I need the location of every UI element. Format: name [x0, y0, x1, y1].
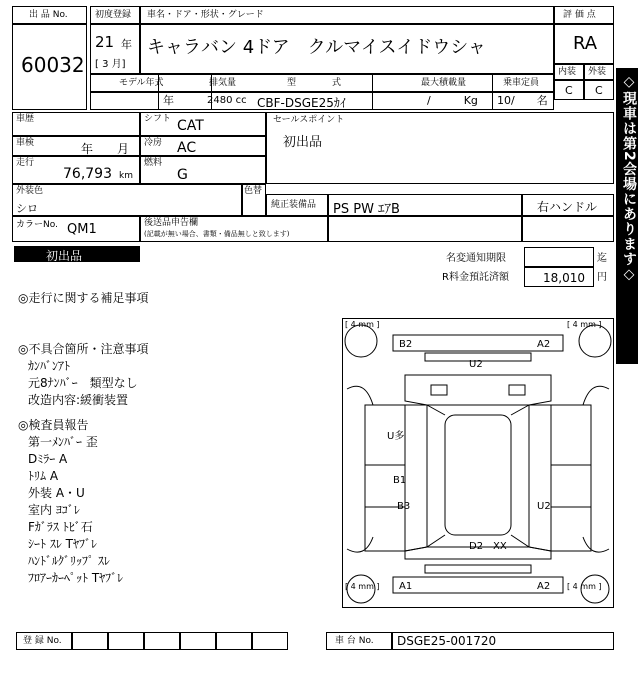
capacity-label: 乗車定員 — [503, 78, 540, 88]
model-type: CBF-DSGE25ｶｲ — [257, 96, 346, 110]
displacement: 2480 cc — [207, 95, 247, 106]
grade-label-cell — [554, 6, 614, 24]
remarks-defect-line: 改造内容:緩衝装置 — [28, 393, 129, 407]
exterior-score-cell — [584, 80, 614, 100]
grade-label: 評 価 点 — [563, 10, 596, 20]
color-change-label: 色替 — [244, 186, 263, 196]
history-cell — [12, 112, 140, 136]
left-mirror — [431, 385, 447, 395]
right-mid-panel — [551, 465, 591, 507]
mark-a2-bottom: A2 — [537, 581, 551, 592]
reg-no-box-4 — [180, 632, 216, 650]
mark-a1-bottom: A1 — [399, 581, 413, 592]
remarks-inspector-line: Dﾐﾗｰ A — [28, 452, 68, 466]
car-name: キャラバン 4ドア クルマイスイドウシャ — [147, 37, 486, 58]
sales-point-label: セールスポイント — [273, 115, 345, 125]
lot-label: 出 品 No. — [29, 10, 68, 20]
reg-no-box-1 — [72, 632, 108, 650]
aftermarket-blank-1 — [328, 216, 522, 242]
color-no-label: カラーNo. — [16, 220, 58, 230]
car-name-label: 車名・ドア・形状・グレード — [147, 10, 264, 20]
reg-no-label-cell — [16, 632, 72, 650]
mark-u-multi: U多 — [387, 431, 405, 442]
roof-panel — [445, 415, 511, 535]
chassis-value-cell — [392, 632, 614, 650]
mileage-unit: km — [119, 171, 133, 181]
tire-tr: [ 4 mm ] — [567, 320, 602, 329]
car-diagram-frame — [342, 318, 614, 608]
grade-score: RA — [573, 33, 598, 54]
shift-value: CAT — [177, 118, 204, 134]
remarks-inspector-line: ﾊﾝﾄﾞﾙｸﾞﾘｯﾌﾟ ｽﾚ — [28, 554, 110, 568]
pillar-lines — [427, 405, 529, 547]
remarks-driving-title: ◎走行に関する補足事項 — [18, 291, 149, 305]
remarks-inspector-line: 第一ﾒﾝﾊﾞｰ 歪 — [28, 435, 98, 449]
interior-label-cell — [554, 64, 584, 80]
equipment-value-cell — [328, 194, 522, 216]
first-listing-badge — [14, 246, 140, 262]
exterior-color-label: 外装色 — [16, 186, 44, 196]
chassis-no: DSGE25-001720 — [397, 634, 497, 648]
sales-point-cell — [266, 112, 614, 184]
right-side-front — [529, 405, 551, 551]
reg-no-box-5 — [216, 632, 252, 650]
inspection-cell — [12, 136, 140, 156]
right-rear-panel — [551, 507, 591, 551]
recycle-fee: 18,010 — [543, 271, 585, 285]
shift-cell — [140, 112, 266, 136]
fuel-label: 燃料 — [144, 158, 163, 168]
aftermarket-cell — [140, 216, 328, 242]
color-change-cell — [242, 184, 266, 216]
remarks-defect-line: ｶﾝﾊﾞﾝｱﾄ — [28, 359, 71, 373]
remarks-inspector-line: ﾌﾛｱｰｶｰﾍﾟｯﾄ Tﾔﾌﾞﾚ — [28, 571, 124, 585]
ac-label: 冷房 — [144, 138, 163, 148]
reg-no-label: 登 録 No. — [23, 636, 62, 646]
aftermarket-label: 後送品申告欄 — [144, 218, 199, 228]
year-unit: 年 — [121, 38, 132, 51]
tire-bl: [ 4 mm ] — [345, 582, 380, 591]
remarks-inspector-line: Fｶﾞﾗｽ ﾄﾋﾞ石 — [28, 520, 93, 534]
remarks-defect-title: ◎不具合箇所・注意事項 — [18, 342, 149, 356]
mileage-cell — [12, 156, 140, 184]
max-load: / Kg — [427, 94, 478, 107]
reg-no-box-2 — [108, 632, 144, 650]
lot-no: 60032 — [21, 53, 85, 77]
exterior-label: 外装 — [588, 67, 607, 77]
name-change-box — [524, 247, 594, 267]
tire-br: [ 4 mm ] — [567, 582, 602, 591]
equipment-label: 純正装備品 — [271, 200, 317, 210]
ac-cell — [140, 136, 266, 156]
lot-label-cell — [12, 6, 87, 24]
reg-no-box-6 — [252, 632, 288, 650]
mark-b1: B1 — [393, 475, 407, 486]
grade-cell — [554, 24, 614, 64]
model-value-row — [90, 92, 554, 110]
remarks-defect-line: 元8ﾅﾝﾊﾞｰ 類型なし — [28, 376, 138, 390]
interior-score-cell — [554, 80, 584, 100]
first-reg-cell — [90, 24, 140, 74]
recycle-unit: 円 — [597, 272, 607, 283]
left-side-front — [405, 405, 427, 551]
capacity: 10/ 名 — [497, 94, 548, 107]
type-label: 型 式 — [287, 78, 342, 88]
remarks-inspector-line: ﾄﾘﾑ A — [28, 469, 59, 483]
mark-b2-top: B2 — [399, 339, 413, 350]
first-reg-label-cell — [90, 6, 140, 24]
remarks-inspector-line: 室内 ﾖｺﾞﾚ — [28, 503, 80, 517]
reg-no-box-3 — [144, 632, 180, 650]
front-panel-outline — [405, 375, 551, 405]
shift-label: シフト — [144, 114, 172, 124]
first-listing-text: 初出品 — [46, 249, 83, 263]
recycle-box — [524, 267, 594, 287]
mileage-value: 76,793 — [63, 166, 112, 182]
right-mirror — [509, 385, 525, 395]
inspection-label: 車検 — [16, 138, 35, 148]
model-header-row — [90, 74, 554, 92]
name-change-unit: 迄 — [597, 253, 607, 264]
tire-tl: [ 4 mm ] — [345, 320, 380, 329]
exterior-color-value: シロ — [16, 202, 38, 215]
steering-value: 右ハンドル — [537, 200, 598, 214]
equipment-value: PS PW ｴｱB — [333, 202, 400, 217]
exterior-score: C — [595, 84, 603, 97]
mark-b3: B3 — [397, 501, 411, 512]
venue-notice-bar — [616, 68, 638, 364]
lot-no-cell — [12, 24, 87, 110]
inspection-value: 年 月 — [81, 142, 130, 156]
steering-cell — [522, 194, 614, 216]
fuel-value: G — [177, 167, 188, 183]
venue-notice-text: ◇現車は第2会場にあります◇ — [621, 74, 637, 284]
remarks-inspector-title: ◎検査員報告 — [18, 418, 89, 432]
first-reg-month: [ 3 月] — [95, 59, 126, 70]
first-reg-label: 初度登録 — [95, 10, 132, 20]
recycle-label: R料金預託済額 — [442, 272, 509, 283]
ac-value: AC — [177, 140, 197, 156]
model-year-label: モデル年式 — [119, 78, 164, 88]
displacement-label: 排気量 — [209, 78, 237, 88]
mark-a2-top: A2 — [537, 339, 551, 350]
fuel-cell — [140, 156, 266, 184]
car-name-label-cell — [140, 6, 554, 24]
aftermarket-note: (記載が無い場合、書類・備品無しと致します) — [144, 230, 290, 238]
equipment-label-cell — [266, 194, 328, 216]
remarks-inspector-line: 外装 A・U — [28, 486, 85, 500]
color-no-value: QM1 — [67, 222, 97, 237]
interior-score: C — [565, 84, 573, 97]
color-no-cell — [12, 216, 140, 242]
chassis-label: 車 台 No. — [335, 636, 374, 646]
car-name-cell — [140, 24, 554, 74]
front-wheel-arches — [347, 386, 609, 405]
mark-d2-xx: D2 XX — [469, 541, 507, 552]
interior-label: 内装 — [558, 67, 577, 77]
mark-u2-roof: U2 — [469, 359, 483, 370]
chassis-label-cell — [326, 632, 392, 650]
mileage-label: 走行 — [16, 158, 35, 168]
exterior-color-cell — [12, 184, 242, 216]
first-reg-year: 21 — [95, 33, 115, 51]
left-rear-panel — [365, 507, 405, 551]
max-load-label: 最大積載量 — [421, 78, 467, 88]
sales-point-value: 初出品 — [283, 135, 323, 150]
remarks-section — [18, 290, 318, 587]
model-year: 年 — [163, 94, 174, 107]
remarks-inspector-line: ｼｰﾄ ｽﾚ Tﾔﾌﾞﾚ — [28, 537, 97, 551]
rear-plate — [425, 565, 531, 573]
name-change-label: 名変通知期限 — [446, 253, 506, 264]
mark-u2-right: U2 — [537, 501, 551, 512]
aftermarket-blank-2 — [522, 216, 614, 242]
right-front-door — [551, 405, 591, 465]
history-label: 車歴 — [16, 114, 35, 124]
exterior-label-cell — [584, 64, 614, 80]
